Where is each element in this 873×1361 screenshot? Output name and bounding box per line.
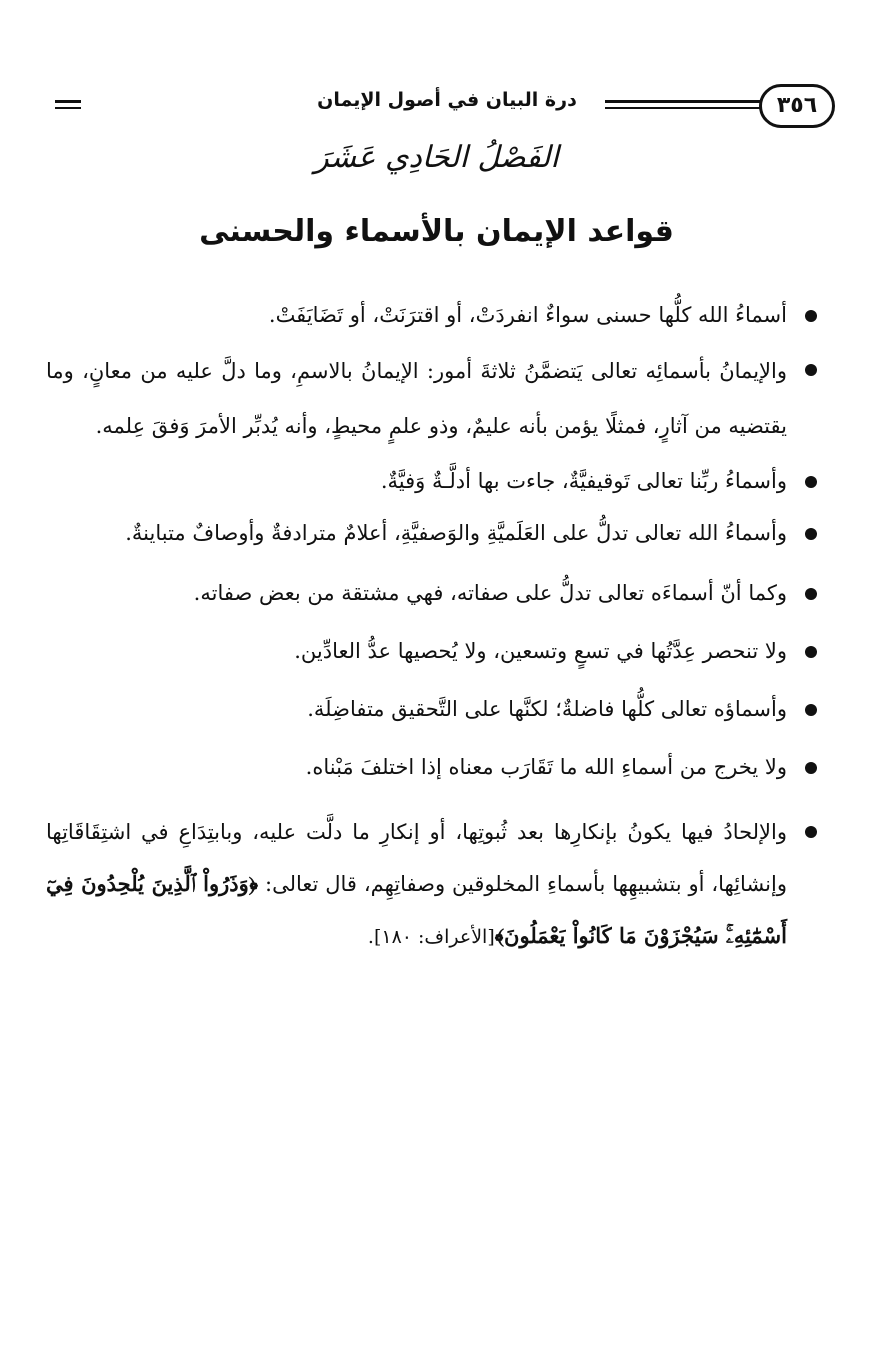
header-rule	[605, 100, 761, 103]
list-item-text: أسماءُ الله كلُّها حسنى سواءٌ انفردَتْ، أو اقترَنَتْ، أو تَضَايَفَتْ.	[268, 303, 787, 327]
bullet-icon	[805, 704, 817, 716]
header-rule	[55, 107, 81, 109]
list-item-text: وكما أنّ أسماءَه تعالى تدلُّ على صفاته، فهي مشتقة من بعض صفاته.	[193, 581, 787, 605]
bullet-icon	[805, 762, 817, 774]
page-number: ٣٥٦	[759, 84, 835, 128]
chapter-title: الفَصْلُ الحَادِي عَشَرَ	[314, 140, 559, 175]
list-item-text: ولا تنحصر عِدَّتُها في تسعٍ وتسعين، ولا يُحصيها عدُّ العادِّين.	[294, 639, 787, 663]
list-item-text: والإيمانُ بأسمائِه تعالى يَتضمَّنُ ثلاثةَ أمور: الإيمانُ بالاسمِ، وما دلَّ عليه من معانٍ، وما يقتضيه من آثارٍ، فمثلًا يؤمن بأنه عليمٌ، وذو علمٍ محيطٍ، وأنه يُدبِّر الأمرَ وَفقَ عِلمه.	[46, 359, 787, 438]
list-item	[46, 626, 821, 676]
list-item	[46, 456, 821, 506]
list-item	[46, 806, 821, 963]
list-item	[46, 568, 821, 618]
bullet-list	[46, 290, 821, 963]
list-item-text: والإلحادُ فيها يكونُ بإنكارِها بعد ثُبوتِها، أو إنكارِ ما دلَّت عليه، وبابتِدَاعِ في اشتِقَاقَاتِها وإنشائِها، أو بتشبيهِها بأسماءِ المخلوقين وصفاتِهِم، قال تعالى:	[46, 820, 788, 896]
list-item-text: ولا يخرج من أسماءِ الله ما تَقَارَب معناه إذا اختلفَ مَبْناه.	[305, 755, 787, 779]
list-item	[46, 742, 821, 792]
bullet-icon	[805, 588, 817, 600]
bullet-icon	[805, 310, 817, 322]
running-header	[55, 84, 835, 128]
bullet-icon	[805, 476, 817, 488]
list-item-text: وأسماؤه تعالى كلُّها فاضلةٌ؛ لكنَّها على التَّحقيق متفاضِلَة.	[307, 697, 787, 721]
bullet-icon	[805, 646, 817, 658]
verse-reference: [الأعراف: ١٨٠].	[367, 926, 495, 948]
bullet-icon	[805, 528, 817, 540]
list-item	[46, 344, 821, 454]
bullet-icon	[805, 826, 817, 838]
bullet-icon	[805, 364, 817, 376]
list-item	[46, 684, 821, 734]
list-item-text: وأسماءُ ربِّنا تعالى تَوقيفيَّةٌ، جاءت بها أدلَّـةٌ وَفيَّةٌ.	[380, 469, 787, 493]
list-item-text: وأسماءُ الله تعالى تدلُّ على العَلَميَّةِ والوَصفيَّةِ، أعلامٌ مترادفةٌ وأوصافٌ متباينةٌ.	[125, 521, 787, 545]
quran-verse: ﴿وَذَرُواْ ٱلَّذِينَ يُلْحِدُونَ فِيٓ أَسْمَٰٓئِهِۦۚ سَيُجْزَوْنَ مَا كَانُواْ يَعْمَلُونَ﴾	[46, 871, 787, 948]
list-item	[46, 508, 821, 558]
list-item	[46, 290, 821, 340]
running-title: درة البيان في أصول الإيمان	[317, 89, 577, 111]
section-title: قواعد الإيمان بالأسماء والحسنى	[199, 214, 674, 249]
header-rule	[55, 100, 81, 103]
header-rule	[605, 107, 761, 109]
